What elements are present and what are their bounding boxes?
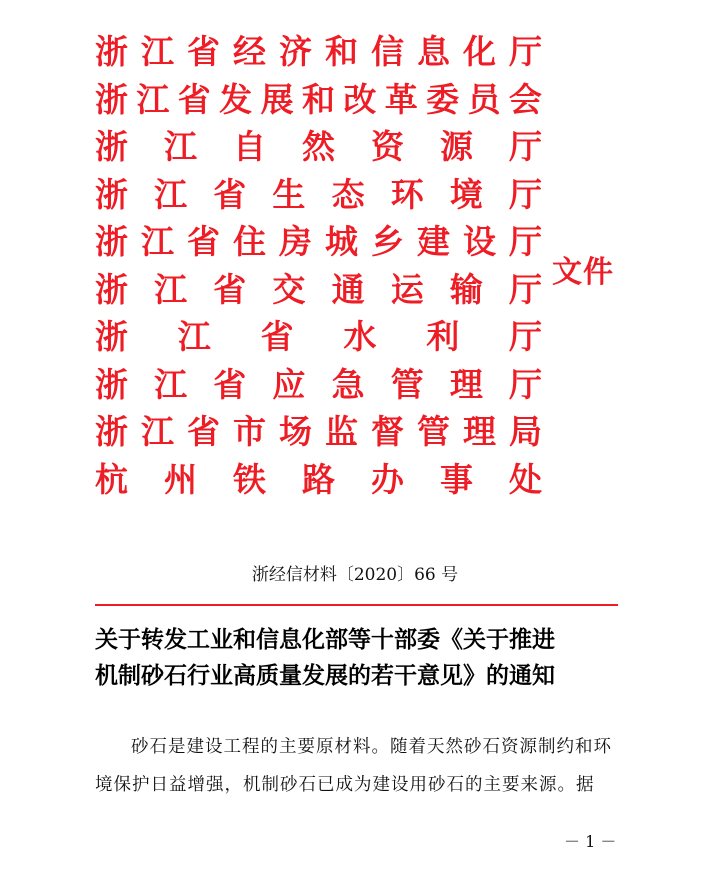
- issuer-char: 乡: [371, 222, 404, 261]
- issuer-char: 江: [154, 364, 188, 404]
- issuer-char: 运: [390, 269, 424, 309]
- issuer-char: 省: [260, 317, 294, 356]
- issuer-char: 浙: [95, 222, 128, 261]
- issuer-char: 厅: [509, 32, 542, 71]
- issuer-char: 江: [177, 317, 211, 356]
- issuer-char: 处: [509, 459, 542, 499]
- issuer-char: 理: [463, 412, 496, 451]
- issuer-char: 住: [233, 222, 266, 261]
- issuer-char: 资: [371, 127, 404, 166]
- body-paragraph: 砂石是建设工程的主要原材料。随着天然砂石资源制约和环境保护日益增强，机制砂石已成为建设用砂石的主要来源。据: [95, 737, 612, 795]
- issuer-char: 源: [440, 127, 473, 166]
- issuer-char: 督: [371, 412, 404, 451]
- issuer-char: 委: [426, 79, 460, 119]
- issuer-char: 水: [343, 317, 377, 356]
- issuer-char: 厅: [509, 127, 542, 166]
- issuer-char: 杭: [95, 459, 128, 499]
- issuer-char: 化: [463, 32, 496, 71]
- issuer-char: 城: [325, 222, 358, 261]
- issuer-row: [95, 123, 542, 171]
- issuer-char: 浙: [95, 317, 128, 356]
- issuer-char: 办: [371, 459, 404, 499]
- issuer-char: 事: [440, 459, 473, 499]
- issuer-char: 生: [272, 174, 306, 214]
- issuer-char: 省: [213, 269, 247, 309]
- issuer-row: [95, 361, 542, 409]
- issuer-char: 急: [331, 364, 365, 404]
- issuer-char: 信: [371, 32, 404, 71]
- issuer-char: 江: [164, 127, 197, 166]
- issuing-authorities: [95, 28, 542, 503]
- issuer-char: 会: [508, 79, 542, 119]
- issuer-char: 和: [301, 79, 335, 119]
- issuer-char: 理: [449, 364, 483, 404]
- issuer-char: 浙: [95, 32, 128, 71]
- issuer-char: 监: [325, 412, 358, 451]
- issuer-char: 态: [331, 174, 365, 214]
- issuer-char: 省: [177, 79, 211, 119]
- issuer-char: 浙: [95, 174, 128, 214]
- title-line: 关于转发工业和信息化部等十部委《关于推进: [95, 626, 555, 653]
- issuer-char: 济: [279, 32, 312, 71]
- issuer-char: 环: [390, 174, 424, 214]
- issuer-char: 江: [154, 269, 188, 309]
- issuer-char: 江: [141, 412, 174, 451]
- issuer-char: 厅: [508, 364, 542, 404]
- issuer-char: 浙: [95, 269, 128, 309]
- issuer-char: 展: [260, 79, 294, 119]
- issuer-row: [95, 28, 542, 76]
- issuer-char: 浙: [95, 79, 128, 119]
- title-line: 机制砂石行业高质量发展的若干意见》的通知: [95, 662, 555, 689]
- issuer-char: 建: [417, 222, 450, 261]
- red-divider: [95, 604, 618, 606]
- issuer-char: 铁: [233, 459, 266, 499]
- issuer-char: 房: [279, 222, 312, 261]
- issuer-char: 输: [449, 269, 483, 309]
- issuer-char: 自: [233, 127, 266, 166]
- issuer-char: 和: [325, 32, 358, 71]
- issuer-char: 省: [187, 412, 220, 451]
- issuer-char: 利: [426, 317, 460, 356]
- issuer-char: 江: [136, 79, 170, 119]
- issuer-char: 应: [272, 364, 306, 404]
- issuer-char: 改: [343, 79, 377, 119]
- issuer-char: 江: [141, 32, 174, 71]
- issuer-char: 省: [187, 32, 220, 71]
- issuer-char: 省: [187, 222, 220, 261]
- issuer-char: 设: [463, 222, 496, 261]
- issuer-char: 州: [164, 459, 197, 499]
- issuer-row: [95, 408, 542, 456]
- issuer-char: 浙: [95, 364, 128, 404]
- issuer-row: [95, 218, 542, 266]
- issuer-row: [95, 266, 542, 314]
- issuer-char: 交: [272, 269, 306, 309]
- issuer-char: 发: [219, 79, 253, 119]
- page-number: － 1 －: [564, 832, 617, 851]
- issuer-char: 革: [384, 79, 418, 119]
- issuer-char: 通: [331, 269, 365, 309]
- issuer-char: 江: [154, 174, 188, 214]
- issuer-char: 省: [213, 174, 247, 214]
- issuer-char: 管: [417, 412, 450, 451]
- issuer-char: 江: [141, 222, 174, 261]
- issuer-row: [95, 171, 542, 219]
- issuer-char: 境: [449, 174, 483, 214]
- issuer-char: 厅: [508, 174, 542, 214]
- issuer-char: 浙: [95, 412, 128, 451]
- issuer-row: [95, 456, 542, 504]
- issuer-char: 场: [279, 412, 312, 451]
- issuer-char: 厅: [509, 222, 542, 261]
- issuer-char: 管: [390, 364, 424, 404]
- issuer-char: 市: [233, 412, 266, 451]
- issuer-char: 员: [467, 79, 501, 119]
- issuer-row: [95, 76, 542, 124]
- issuer-char: 厅: [508, 317, 542, 356]
- issuer-char: 局: [509, 412, 542, 451]
- document-title: [95, 622, 635, 694]
- issuer-char: 息: [417, 32, 450, 71]
- issuer-row: [95, 313, 542, 361]
- issuer-char: 然: [302, 127, 335, 166]
- issuer-char: 省: [213, 364, 247, 404]
- document-number: 浙经信材料〔2020〕66 号: [251, 565, 459, 585]
- issuer-char: 路: [302, 459, 335, 499]
- issuer-char: 浙: [95, 127, 128, 166]
- issuer-char: 经: [233, 32, 266, 71]
- document-label: 文件: [552, 255, 614, 290]
- issuer-char: 厅: [508, 269, 542, 309]
